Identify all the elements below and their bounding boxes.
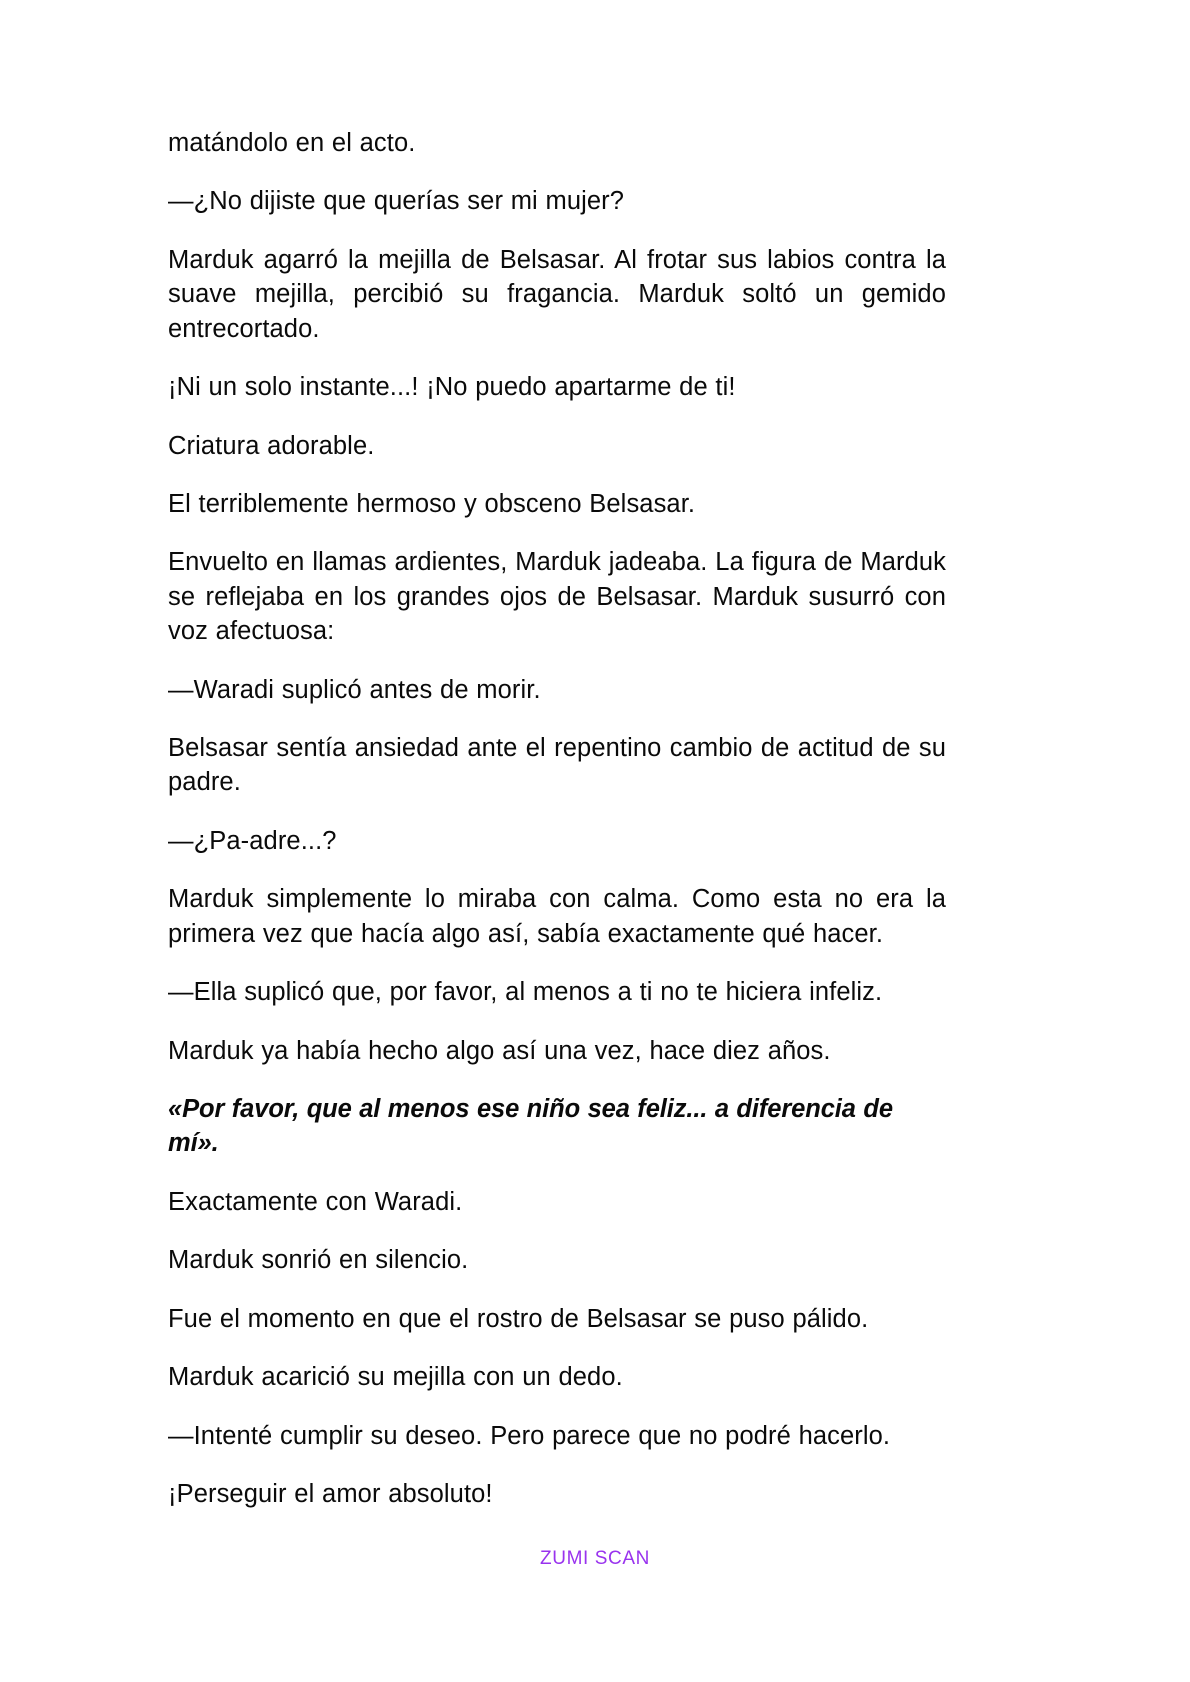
paragraph-dialogue: —¿Pa-adre...?: [168, 826, 337, 855]
paragraph: Marduk ya había hecho algo así una vez, hace diez años.: [168, 1036, 831, 1065]
paragraph-dialogue: —Intenté cumplir su deseo. Pero parece que no podré hacerlo.: [168, 1421, 891, 1450]
paragraph: ¡Perseguir el amor absoluto!: [168, 1479, 493, 1508]
paragraph: Fue el momento en que el rostro de Belsasar se puso pálido.: [168, 1304, 869, 1333]
paragraph: Marduk agarró la mejilla de Belsasar. Al frotar sus labios contra la suave mejilla, percibió su fragancia. Marduk soltó un gemido entrecortado.: [168, 245, 946, 343]
paragraph-dialogue: —¿No dijiste que querías ser mi mujer?: [168, 187, 625, 216]
paragraph: Belsasar sentía ansiedad ante el repentino cambio de actitud de su padre.: [168, 734, 946, 797]
paragraph: Marduk acarició su mejilla con un dedo.: [168, 1363, 623, 1392]
paragraph: Exactamente con Waradi.: [168, 1187, 463, 1216]
paragraph-dialogue: —Ella suplicó que, por favor, al menos a ti no te hiciera infeliz.: [168, 978, 883, 1007]
paragraph: Criatura adorable.: [168, 431, 375, 460]
paragraph: Marduk simplemente lo miraba con calma. Como esta no era la primera vez que hacía algo así, sabía exactamente qué hacer.: [168, 885, 946, 948]
paragraph: El terriblemente hermoso y obsceno Belsasar.: [168, 489, 696, 518]
paragraph: matándolo en el acto.: [168, 129, 416, 157]
scan-watermark: ZUMI SCAN: [540, 1548, 650, 1569]
paragraph: Marduk sonrió en silencio.: [168, 1246, 469, 1275]
document-text-column: [168, 126, 946, 1535]
paragraph: Envuelto en llamas ardientes, Marduk jadeaba. La figura de Marduk se reflejaba en los grandes ojos de Belsasar. Marduk susurró con voz afectuosa:: [168, 548, 946, 646]
paragraph: ¡Ni un solo instante...! ¡No puedo apartarme de ti!: [168, 373, 736, 402]
paragraph-dialogue: —Waradi suplicó antes de morir.: [168, 675, 541, 704]
paragraph-emphasis-quote: «Por favor, que al menos ese niño sea feliz... a diferencia de mí».: [168, 1095, 893, 1158]
